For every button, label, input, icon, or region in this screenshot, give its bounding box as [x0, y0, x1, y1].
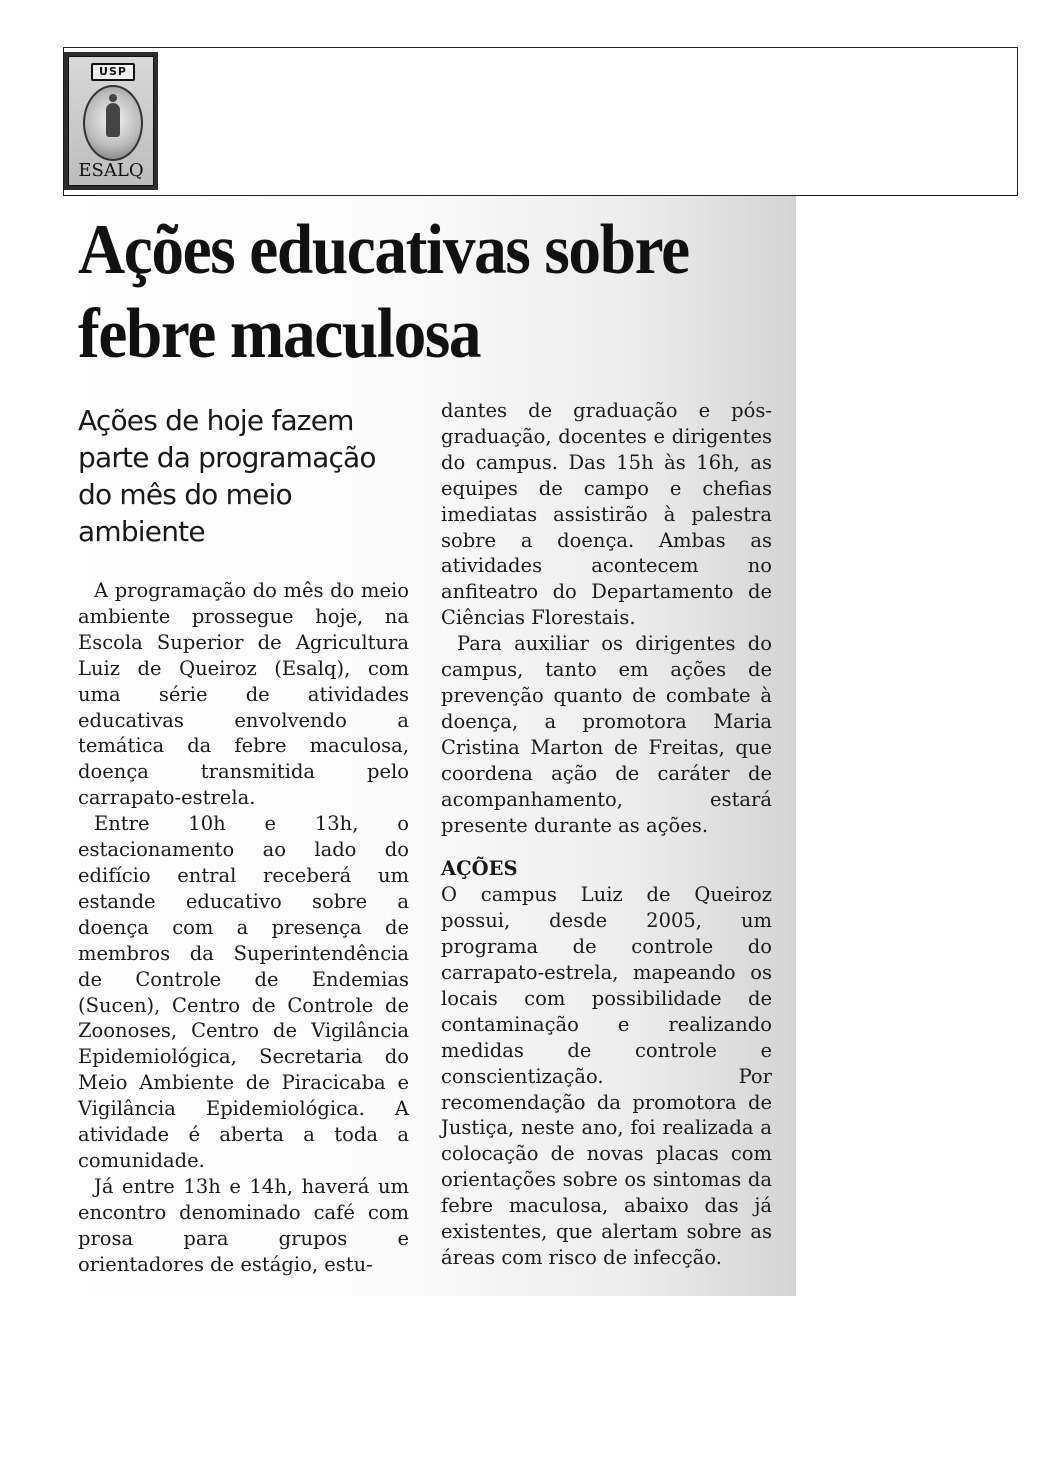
paragraph: Já entre 13h e 14h, haverá um encontro denominado café com prosa para grupos e orientadores de estágio, estu-	[78, 1174, 409, 1276]
paragraph: A programação do mês do meio ambiente prossegue hoje, na Escola Superior de Agricultura Luiz de Queiroz (Esalq), com uma série de atividades educativas envolvendo a temática da febre maculosa, doença transmitida pelo carrapato-estrela.	[78, 579, 409, 810]
paragraph: Para auxiliar os dirigentes do campus, tanto em ações de prevenção quanto de combate à doença, a promotora Maria Cristina Marton de Freitas, que coordena ação de caráter de acompanhamento, estará presente durante as ações.	[441, 632, 772, 837]
paragraph: Entre 10h e 13h, o estacionamento ao lado do edifício entral receberá um estande educativo sobre a doença com a presença de membros da Superintendência de Controle de Endemias (Sucen), Centro de Controle de Zoonoses, Centro de Vigilância Epidemiológica, Secretaria do Meio Ambiente de Piracicaba e Vigilância Epidemiológica. A atividade é aberta a toda a comunidade.	[78, 812, 409, 1172]
article-column-left	[78, 578, 409, 1277]
header-frame	[63, 47, 1018, 196]
statue-figure	[106, 103, 120, 137]
logo-usp-text: USP	[91, 63, 135, 81]
article-column-right	[441, 398, 772, 1271]
logo-esalq-text: ESALQ	[78, 160, 144, 181]
headline: Ações educativas sobre febre maculosa	[78, 211, 689, 373]
section-heading: AÇÕES	[441, 857, 518, 881]
subheadline: Ações de hoje fazem parte da programação do mês do meio ambiente	[78, 404, 376, 548]
esalq-logo	[64, 52, 158, 190]
seal-icon	[83, 85, 143, 161]
paragraph: O campus Luiz de Queiroz possui, desde 2005, um programa de controle do carrapato-estrela, mapeando os locais com possibilidade de contaminação e realizando medidas de controle e conscientização. Por recomendação da promotora de Justiça, neste ano, foi realizada a colocação de novas placas com orientações sobre os sintomas da febre maculosa, abaixo das já existentes, que alertam sobre as áreas com risco de infecção.	[441, 883, 772, 1269]
paragraph: dantes de graduação e pós-graduação, docentes e dirigentes do campus. Das 15h às 16h, as equipes de campo e chefias imediatas assistirão à palestra sobre a doença. Ambas as atividades acontecem no anfiteatro do Departamento de Ciências Florestais.	[441, 399, 772, 630]
